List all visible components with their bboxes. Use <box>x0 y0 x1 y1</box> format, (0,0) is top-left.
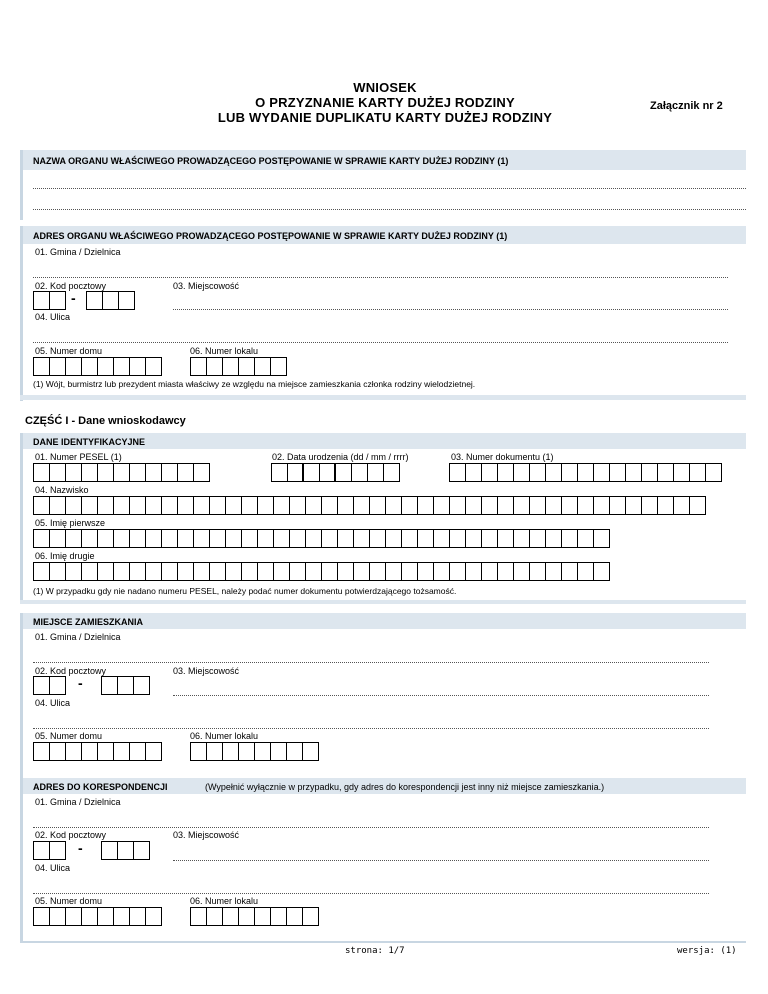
character-box[interactable] <box>289 562 306 581</box>
character-box[interactable] <box>417 529 434 548</box>
organ-flat-number-boxes[interactable] <box>190 357 286 376</box>
organ-name-line-2[interactable] <box>33 209 746 210</box>
character-box[interactable] <box>529 562 546 581</box>
surname-label: 04. Nazwisko <box>35 485 89 495</box>
character-box[interactable] <box>369 496 386 515</box>
character-box[interactable] <box>367 463 384 482</box>
correspondence-miejscowosc-field[interactable] <box>173 860 709 861</box>
pesel-label: 01. Numer PESEL (1) <box>35 452 122 462</box>
character-box[interactable] <box>193 463 210 482</box>
character-box[interactable] <box>145 357 162 376</box>
character-box[interactable] <box>401 529 418 548</box>
character-box[interactable] <box>609 463 626 482</box>
character-box[interactable] <box>33 463 50 482</box>
organ-address-header: ADRES ORGANU WŁAŚCIWEGO PROWADZĄCEGO POSTĘPOWANIE W SPRAWIE KARTY DUŻEJ RODZINY (1) <box>33 231 508 241</box>
character-box[interactable] <box>113 742 130 761</box>
character-box[interactable] <box>190 907 207 926</box>
residence-miejscowosc-label: 03. Miejscowość <box>173 666 240 676</box>
character-box[interactable] <box>161 562 178 581</box>
correspondence-kod-label: 02. Kod pocztowy <box>35 830 107 840</box>
correspondence-zip-first[interactable] <box>33 841 65 860</box>
character-box[interactable] <box>561 463 578 482</box>
character-box[interactable] <box>225 562 242 581</box>
organ-zip-second[interactable] <box>86 291 134 310</box>
character-box[interactable] <box>625 463 642 482</box>
character-box[interactable] <box>465 562 482 581</box>
character-box[interactable] <box>113 463 130 482</box>
character-box[interactable] <box>101 841 118 860</box>
character-box[interactable] <box>81 463 98 482</box>
character-box[interactable] <box>270 742 287 761</box>
character-box[interactable] <box>129 496 146 515</box>
character-box[interactable] <box>177 529 194 548</box>
character-box[interactable] <box>481 529 498 548</box>
character-box[interactable] <box>673 463 690 482</box>
footer-rule <box>20 941 746 943</box>
character-box[interactable] <box>145 496 162 515</box>
residence-ulica-field[interactable] <box>33 728 709 729</box>
character-box[interactable] <box>113 907 130 926</box>
character-box[interactable] <box>86 291 103 310</box>
character-box[interactable] <box>257 529 274 548</box>
character-box[interactable] <box>193 529 210 548</box>
character-box[interactable] <box>241 529 258 548</box>
character-box[interactable] <box>238 742 255 761</box>
zip-dash: - <box>78 675 83 691</box>
character-box[interactable] <box>206 907 223 926</box>
correspondence-lokal-label: 06. Numer lokalu <box>190 896 259 906</box>
character-box[interactable] <box>689 496 706 515</box>
character-box[interactable] <box>353 529 370 548</box>
character-box[interactable] <box>497 562 514 581</box>
character-box[interactable] <box>81 529 98 548</box>
character-box[interactable] <box>513 562 530 581</box>
character-box[interactable] <box>351 463 368 482</box>
character-box[interactable] <box>254 742 271 761</box>
character-box[interactable] <box>161 529 178 548</box>
organ-ulica-field[interactable] <box>33 342 728 343</box>
character-box[interactable] <box>337 496 354 515</box>
birth-date-boxes[interactable] <box>271 463 399 482</box>
character-box[interactable] <box>593 529 610 548</box>
character-box[interactable] <box>161 463 178 482</box>
character-box[interactable] <box>271 463 288 482</box>
correspondence-zip-second[interactable] <box>101 841 149 860</box>
character-box[interactable] <box>206 357 223 376</box>
character-box[interactable] <box>117 841 134 860</box>
character-box[interactable] <box>433 529 450 548</box>
character-box[interactable] <box>177 463 194 482</box>
character-box[interactable] <box>33 841 50 860</box>
correspondence-miejscowosc-label: 03. Miejscowość <box>173 830 240 840</box>
character-box[interactable] <box>97 562 114 581</box>
character-box[interactable] <box>177 562 194 581</box>
organ-footnote: (1) Wójt, burmistrz lub prezydent miasta właściwy ze względu na miejsce zamieszkania członka rodziny wielodzietnej. <box>33 379 476 389</box>
character-box[interactable] <box>145 742 162 761</box>
character-box[interactable] <box>177 496 194 515</box>
character-box[interactable] <box>273 562 290 581</box>
character-box[interactable] <box>303 463 320 482</box>
character-box[interactable] <box>117 676 134 695</box>
doc-number-label: 03. Numer dokumentu (1) <box>451 452 554 462</box>
character-box[interactable] <box>481 562 498 581</box>
version-label: wersja: (1) <box>677 946 737 956</box>
character-box[interactable] <box>273 529 290 548</box>
character-box[interactable] <box>81 496 98 515</box>
correspondence-ulica-field[interactable] <box>33 893 709 894</box>
character-box[interactable] <box>33 676 50 695</box>
character-box[interactable] <box>529 529 546 548</box>
character-box[interactable] <box>222 907 239 926</box>
first-name-label: 05. Imię pierwsze <box>35 518 106 528</box>
character-box[interactable] <box>321 562 338 581</box>
character-box[interactable] <box>577 496 594 515</box>
character-box[interactable] <box>609 496 626 515</box>
character-box[interactable] <box>513 463 530 482</box>
birth-date-label: 02. Data urodzenia (dd / mm / rrrr) <box>272 452 409 462</box>
left-rule <box>20 778 23 943</box>
character-box[interactable] <box>593 463 610 482</box>
character-box[interactable] <box>433 496 450 515</box>
character-box[interactable] <box>193 562 210 581</box>
character-box[interactable] <box>577 562 594 581</box>
character-box[interactable] <box>33 742 50 761</box>
organ-kod-label: 02. Kod pocztowy <box>35 281 107 291</box>
character-box[interactable] <box>289 496 306 515</box>
character-box[interactable] <box>433 562 450 581</box>
character-box[interactable] <box>241 562 258 581</box>
character-box[interactable] <box>257 496 274 515</box>
character-box[interactable] <box>49 496 66 515</box>
organ-house-number-boxes[interactable] <box>33 357 161 376</box>
character-box[interactable] <box>545 529 562 548</box>
character-box[interactable] <box>33 291 50 310</box>
doc-number-boxes[interactable] <box>449 463 721 482</box>
correspondence-ulica-label: 04. Ulica <box>35 863 71 873</box>
ident-header: DANE IDENTYFIKACYJNE <box>33 437 146 447</box>
character-box[interactable] <box>65 562 82 581</box>
character-box[interactable] <box>529 463 546 482</box>
character-box[interactable] <box>254 357 271 376</box>
residence-zip-second[interactable] <box>101 676 149 695</box>
character-box[interactable] <box>81 357 98 376</box>
character-box[interactable] <box>133 676 150 695</box>
first-name-boxes[interactable] <box>33 529 609 548</box>
character-box[interactable] <box>241 496 258 515</box>
page-number: strona: 1/7 <box>345 946 405 956</box>
second-name-label: 06. Imię drugie <box>35 551 95 561</box>
character-box[interactable] <box>49 357 66 376</box>
title-line-2: O PRZYZNANIE KARTY DUŻEJ RODZINY <box>255 95 515 110</box>
character-box[interactable] <box>337 529 354 548</box>
character-box[interactable] <box>270 907 287 926</box>
character-box[interactable] <box>465 496 482 515</box>
character-box[interactable] <box>190 357 207 376</box>
character-box[interactable] <box>118 291 135 310</box>
residence-zip-first[interactable] <box>33 676 65 695</box>
character-box[interactable] <box>97 496 114 515</box>
character-box[interactable] <box>369 562 386 581</box>
part-1-title: CZĘŚĆ I - Dane wnioskodawcy <box>25 415 186 427</box>
character-box[interactable] <box>385 562 402 581</box>
character-box[interactable] <box>673 496 690 515</box>
character-box[interactable] <box>113 562 130 581</box>
character-box[interactable] <box>222 357 239 376</box>
residence-lokal-label: 06. Numer lokalu <box>190 731 259 741</box>
character-box[interactable] <box>593 496 610 515</box>
form-title <box>150 80 620 125</box>
organ-gmina-label: 01. Gmina / Dzielnica <box>35 247 121 257</box>
character-box[interactable] <box>257 562 274 581</box>
residence-dom-label: 05. Numer domu <box>35 731 103 741</box>
correspondence-house-number-boxes[interactable] <box>33 907 161 926</box>
character-box[interactable] <box>289 529 306 548</box>
residence-ulica-label: 04. Ulica <box>35 698 71 708</box>
organ-dom-label: 05. Numer domu <box>35 346 103 356</box>
character-box[interactable] <box>449 562 466 581</box>
organ-miejscowosc-field[interactable] <box>173 309 728 310</box>
section-end-bar <box>20 395 746 400</box>
character-box[interactable] <box>353 496 370 515</box>
character-box[interactable] <box>513 496 530 515</box>
character-box[interactable] <box>319 463 336 482</box>
character-box[interactable] <box>129 463 146 482</box>
organ-gmina-field[interactable] <box>33 277 728 278</box>
character-box[interactable] <box>33 562 50 581</box>
character-box[interactable] <box>49 463 66 482</box>
character-box[interactable] <box>81 742 98 761</box>
character-box[interactable] <box>49 907 66 926</box>
character-box[interactable] <box>193 496 210 515</box>
residence-gmina-label: 01. Gmina / Dzielnica <box>35 632 121 642</box>
correspondence-flat-number-boxes[interactable] <box>190 907 318 926</box>
character-box[interactable] <box>145 562 162 581</box>
character-box[interactable] <box>305 562 322 581</box>
annex-label: Załącznik nr 2 <box>650 100 723 112</box>
character-box[interactable] <box>49 529 66 548</box>
character-box[interactable] <box>449 529 466 548</box>
character-box[interactable] <box>161 496 178 515</box>
character-box[interactable] <box>321 529 338 548</box>
character-box[interactable] <box>545 496 562 515</box>
character-box[interactable] <box>641 463 658 482</box>
character-box[interactable] <box>65 357 82 376</box>
correspondence-note: (Wypełnić wyłącznie w przypadku, gdy adres do korespondencji jest inny niż miejsce zamieszkania.) <box>205 782 605 792</box>
title-line-3: LUB WYDANIE DUPLIKATU KARTY DUŻEJ RODZINY <box>217 110 553 125</box>
character-box[interactable] <box>465 529 482 548</box>
pesel-boxes[interactable] <box>33 463 209 482</box>
character-box[interactable] <box>65 463 82 482</box>
organ-name-line-1[interactable] <box>33 188 746 189</box>
character-box[interactable] <box>129 529 146 548</box>
character-box[interactable] <box>129 742 146 761</box>
character-box[interactable] <box>561 529 578 548</box>
organ-zip-first[interactable] <box>33 291 65 310</box>
character-box[interactable] <box>287 463 304 482</box>
character-box[interactable] <box>97 357 114 376</box>
character-box[interactable] <box>145 529 162 548</box>
character-box[interactable] <box>97 463 114 482</box>
character-box[interactable] <box>49 841 66 860</box>
residence-gmina-field[interactable] <box>33 662 709 663</box>
character-box[interactable] <box>561 562 578 581</box>
left-rule <box>20 613 23 783</box>
character-box[interactable] <box>33 907 50 926</box>
character-box[interactable] <box>545 463 562 482</box>
character-box[interactable] <box>689 463 706 482</box>
character-box[interactable] <box>625 496 642 515</box>
residence-header: MIEJSCE ZAMIESZKANIA <box>33 617 144 627</box>
residence-miejscowosc-field[interactable] <box>173 695 709 696</box>
character-box[interactable] <box>81 907 98 926</box>
residence-kod-label: 02. Kod pocztowy <box>35 666 107 676</box>
character-box[interactable] <box>129 562 146 581</box>
character-box[interactable] <box>497 463 514 482</box>
character-box[interactable] <box>577 463 594 482</box>
character-box[interactable] <box>305 529 322 548</box>
correspondence-gmina-label: 01. Gmina / Dzielnica <box>35 797 121 807</box>
character-box[interactable] <box>593 562 610 581</box>
correspondence-gmina-field[interactable] <box>33 827 709 828</box>
character-box[interactable] <box>286 742 303 761</box>
character-box[interactable] <box>254 907 271 926</box>
character-box[interactable] <box>190 742 207 761</box>
character-box[interactable] <box>305 496 322 515</box>
left-rule <box>20 226 23 401</box>
character-box[interactable] <box>286 907 303 926</box>
left-rule <box>20 433 23 603</box>
character-box[interactable] <box>129 357 146 376</box>
character-box[interactable] <box>209 529 226 548</box>
character-box[interactable] <box>145 907 162 926</box>
character-box[interactable] <box>238 357 255 376</box>
character-box[interactable] <box>97 742 114 761</box>
character-box[interactable] <box>49 676 66 695</box>
character-box[interactable] <box>353 562 370 581</box>
section-end-bar <box>20 600 746 604</box>
residence-house-number-boxes[interactable] <box>33 742 161 761</box>
character-box[interactable] <box>577 529 594 548</box>
character-box[interactable] <box>225 529 242 548</box>
character-box[interactable] <box>49 562 66 581</box>
character-box[interactable] <box>113 496 130 515</box>
correspondence-dom-label: 05. Numer domu <box>35 896 103 906</box>
character-box[interactable] <box>529 496 546 515</box>
character-box[interactable] <box>417 496 434 515</box>
character-box[interactable] <box>561 496 578 515</box>
ident-footnote: (1) W przypadku gdy nie nadano numeru PESEL, należy podać numer dokumentu potwierdzającego tożsamość. <box>33 586 457 596</box>
character-box[interactable] <box>401 496 418 515</box>
organ-miejscowosc-label: 03. Miejscowość <box>173 281 240 291</box>
character-box[interactable] <box>401 562 418 581</box>
character-box[interactable] <box>385 496 402 515</box>
zip-dash: - <box>78 840 83 856</box>
character-box[interactable] <box>497 496 514 515</box>
character-box[interactable] <box>97 529 114 548</box>
surname-boxes[interactable] <box>33 496 705 515</box>
character-box[interactable] <box>657 496 674 515</box>
organ-name-header: NAZWA ORGANU WŁAŚCIWEGO PROWADZĄCEGO POSTĘPOWANIE W SPRAWIE KARTY DUŻEJ RODZINY (1) <box>33 156 509 166</box>
organ-lokal-label: 06. Numer lokalu <box>190 346 259 356</box>
character-box[interactable] <box>65 529 82 548</box>
character-box[interactable] <box>65 496 82 515</box>
character-box[interactable] <box>225 496 242 515</box>
character-box[interactable] <box>222 742 239 761</box>
character-box[interactable] <box>101 676 118 695</box>
character-box[interactable] <box>133 841 150 860</box>
character-box[interactable] <box>449 463 466 482</box>
character-box[interactable] <box>97 907 114 926</box>
character-box[interactable] <box>321 496 338 515</box>
character-box[interactable] <box>385 529 402 548</box>
character-box[interactable] <box>65 907 82 926</box>
character-box[interactable] <box>705 463 722 482</box>
correspondence-header: ADRES DO KORESPONDENCJI <box>33 782 168 792</box>
character-box[interactable] <box>369 529 386 548</box>
character-box[interactable] <box>545 562 562 581</box>
organ-ulica-label: 04. Ulica <box>35 312 71 322</box>
left-rule <box>20 150 23 220</box>
character-box[interactable] <box>33 496 50 515</box>
character-box[interactable] <box>270 357 287 376</box>
character-box[interactable] <box>302 907 319 926</box>
character-box[interactable] <box>273 496 290 515</box>
character-box[interactable] <box>113 529 130 548</box>
character-box[interactable] <box>641 496 658 515</box>
character-box[interactable] <box>206 742 223 761</box>
character-box[interactable] <box>209 562 226 581</box>
character-box[interactable] <box>383 463 400 482</box>
character-box[interactable] <box>481 463 498 482</box>
character-box[interactable] <box>465 463 482 482</box>
second-name-boxes[interactable] <box>33 562 609 581</box>
character-box[interactable] <box>102 291 119 310</box>
character-box[interactable] <box>33 357 50 376</box>
title-line-1: WNIOSEK <box>353 80 417 95</box>
character-box[interactable] <box>49 742 66 761</box>
character-box[interactable] <box>49 291 66 310</box>
character-box[interactable] <box>337 562 354 581</box>
character-box[interactable] <box>449 496 466 515</box>
character-box[interactable] <box>113 357 130 376</box>
character-box[interactable] <box>209 496 226 515</box>
residence-flat-number-boxes[interactable] <box>190 742 318 761</box>
character-box[interactable] <box>513 529 530 548</box>
character-box[interactable] <box>417 562 434 581</box>
character-box[interactable] <box>145 463 162 482</box>
character-box[interactable] <box>481 496 498 515</box>
character-box[interactable] <box>129 907 146 926</box>
character-box[interactable] <box>81 562 98 581</box>
character-box[interactable] <box>65 742 82 761</box>
zip-dash: - <box>71 290 76 306</box>
character-box[interactable] <box>33 529 50 548</box>
character-box[interactable] <box>657 463 674 482</box>
character-box[interactable] <box>335 463 352 482</box>
character-box[interactable] <box>238 907 255 926</box>
character-box[interactable] <box>302 742 319 761</box>
character-box[interactable] <box>497 529 514 548</box>
